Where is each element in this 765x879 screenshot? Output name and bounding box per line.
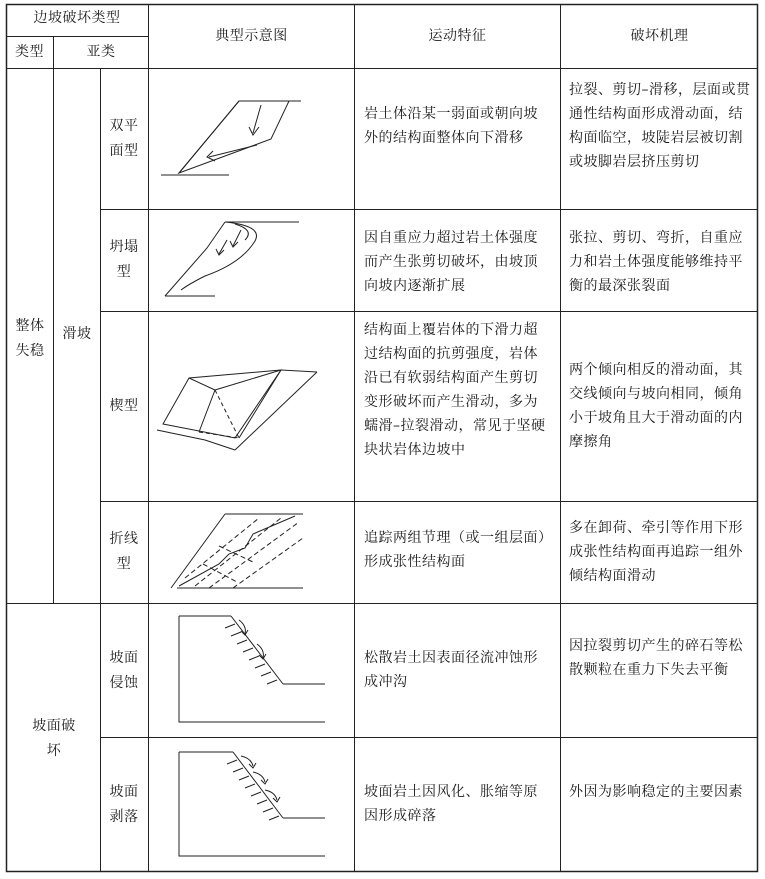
surface-spalling-diagram xyxy=(149,738,354,871)
row-label-double-plane: 双平面型 xyxy=(109,118,139,159)
category-type-surface: 坡面破坏 xyxy=(32,718,76,759)
category-type-integral: 整体失稳 xyxy=(15,318,45,359)
motion-text: 坡面岩土因风化、胀缩等原因形成碎落 xyxy=(364,784,538,824)
row-label-collapse: 坍塌型 xyxy=(109,239,139,280)
header-diagram: 典型示意图 xyxy=(215,28,288,44)
surface-erosion-diagram xyxy=(149,604,354,737)
header-type: 类型 xyxy=(15,44,44,60)
header-motion: 运动特征 xyxy=(428,28,487,44)
mechanism-text: 外因为影响稳定的主要因素 xyxy=(569,784,743,800)
mechanism-text: 因拉裂剪切产生的碎石等松散颗粒在重力下失去平衡 xyxy=(569,638,743,678)
header-group: 边坡破坏类型 xyxy=(33,10,121,26)
polyline-slide-diagram xyxy=(149,502,354,603)
double-plane-slide-diagram xyxy=(149,69,354,209)
motion-text: 岩土体沿某一弱面或朝向坡外的结构面整体向下滑移 xyxy=(364,106,538,146)
header-subtype: 亚类 xyxy=(86,44,116,60)
row-label-spalling: 坡面剥落 xyxy=(109,784,139,825)
motion-text: 松散岩土因表面径流冲蚀形成冲沟 xyxy=(364,650,538,690)
row-label-polyline: 折线型 xyxy=(109,531,139,572)
header-mechanism: 破坏机理 xyxy=(630,28,689,44)
mechanism-text: 张拉、剪切、弯折，自重应力和岩土体强度能够维持平衡的最深张裂面 xyxy=(569,230,743,294)
collapse-slide-diagram xyxy=(149,210,354,311)
motion-text: 结构面上覆岩体的下滑力超过结构面的抗剪强度，岩体沿已有软弱结构面产生剪切变形破坏而产生滑动，多为蠕滑–拉裂滑动，常见于坚硬块状岩体边坡中 xyxy=(364,322,546,458)
mechanism-text: 两个倾向相反的滑动面，其交线倾向与坡向相同，倾角小于坡角且大于滑动面的内摩擦角 xyxy=(569,362,743,450)
row-label-erosion: 坡面侵蚀 xyxy=(109,650,139,691)
category-subtype-landslide: 滑坡 xyxy=(62,326,92,342)
motion-text: 因自重应力超过岩土体强度而产生张剪切破坏，由坡顶向坡内逐渐扩展 xyxy=(364,230,538,294)
mechanism-text: 多在卸荷、牵引等作用下形成张性结构面再追踪一组外倾结构面滑动 xyxy=(569,520,743,584)
mechanism-text: 拉裂、剪切–滑移，层面或贯通性结构面形成滑动面，结构面临空，坡陡岩层被切割或坡脚岩层挤压剪切 xyxy=(569,82,751,170)
wedge-slide-diagram xyxy=(149,312,354,501)
row-label-wedge: 楔型 xyxy=(109,398,139,414)
motion-text: 追踪两组节理（或一组层面）形成张性结构面 xyxy=(364,530,546,570)
